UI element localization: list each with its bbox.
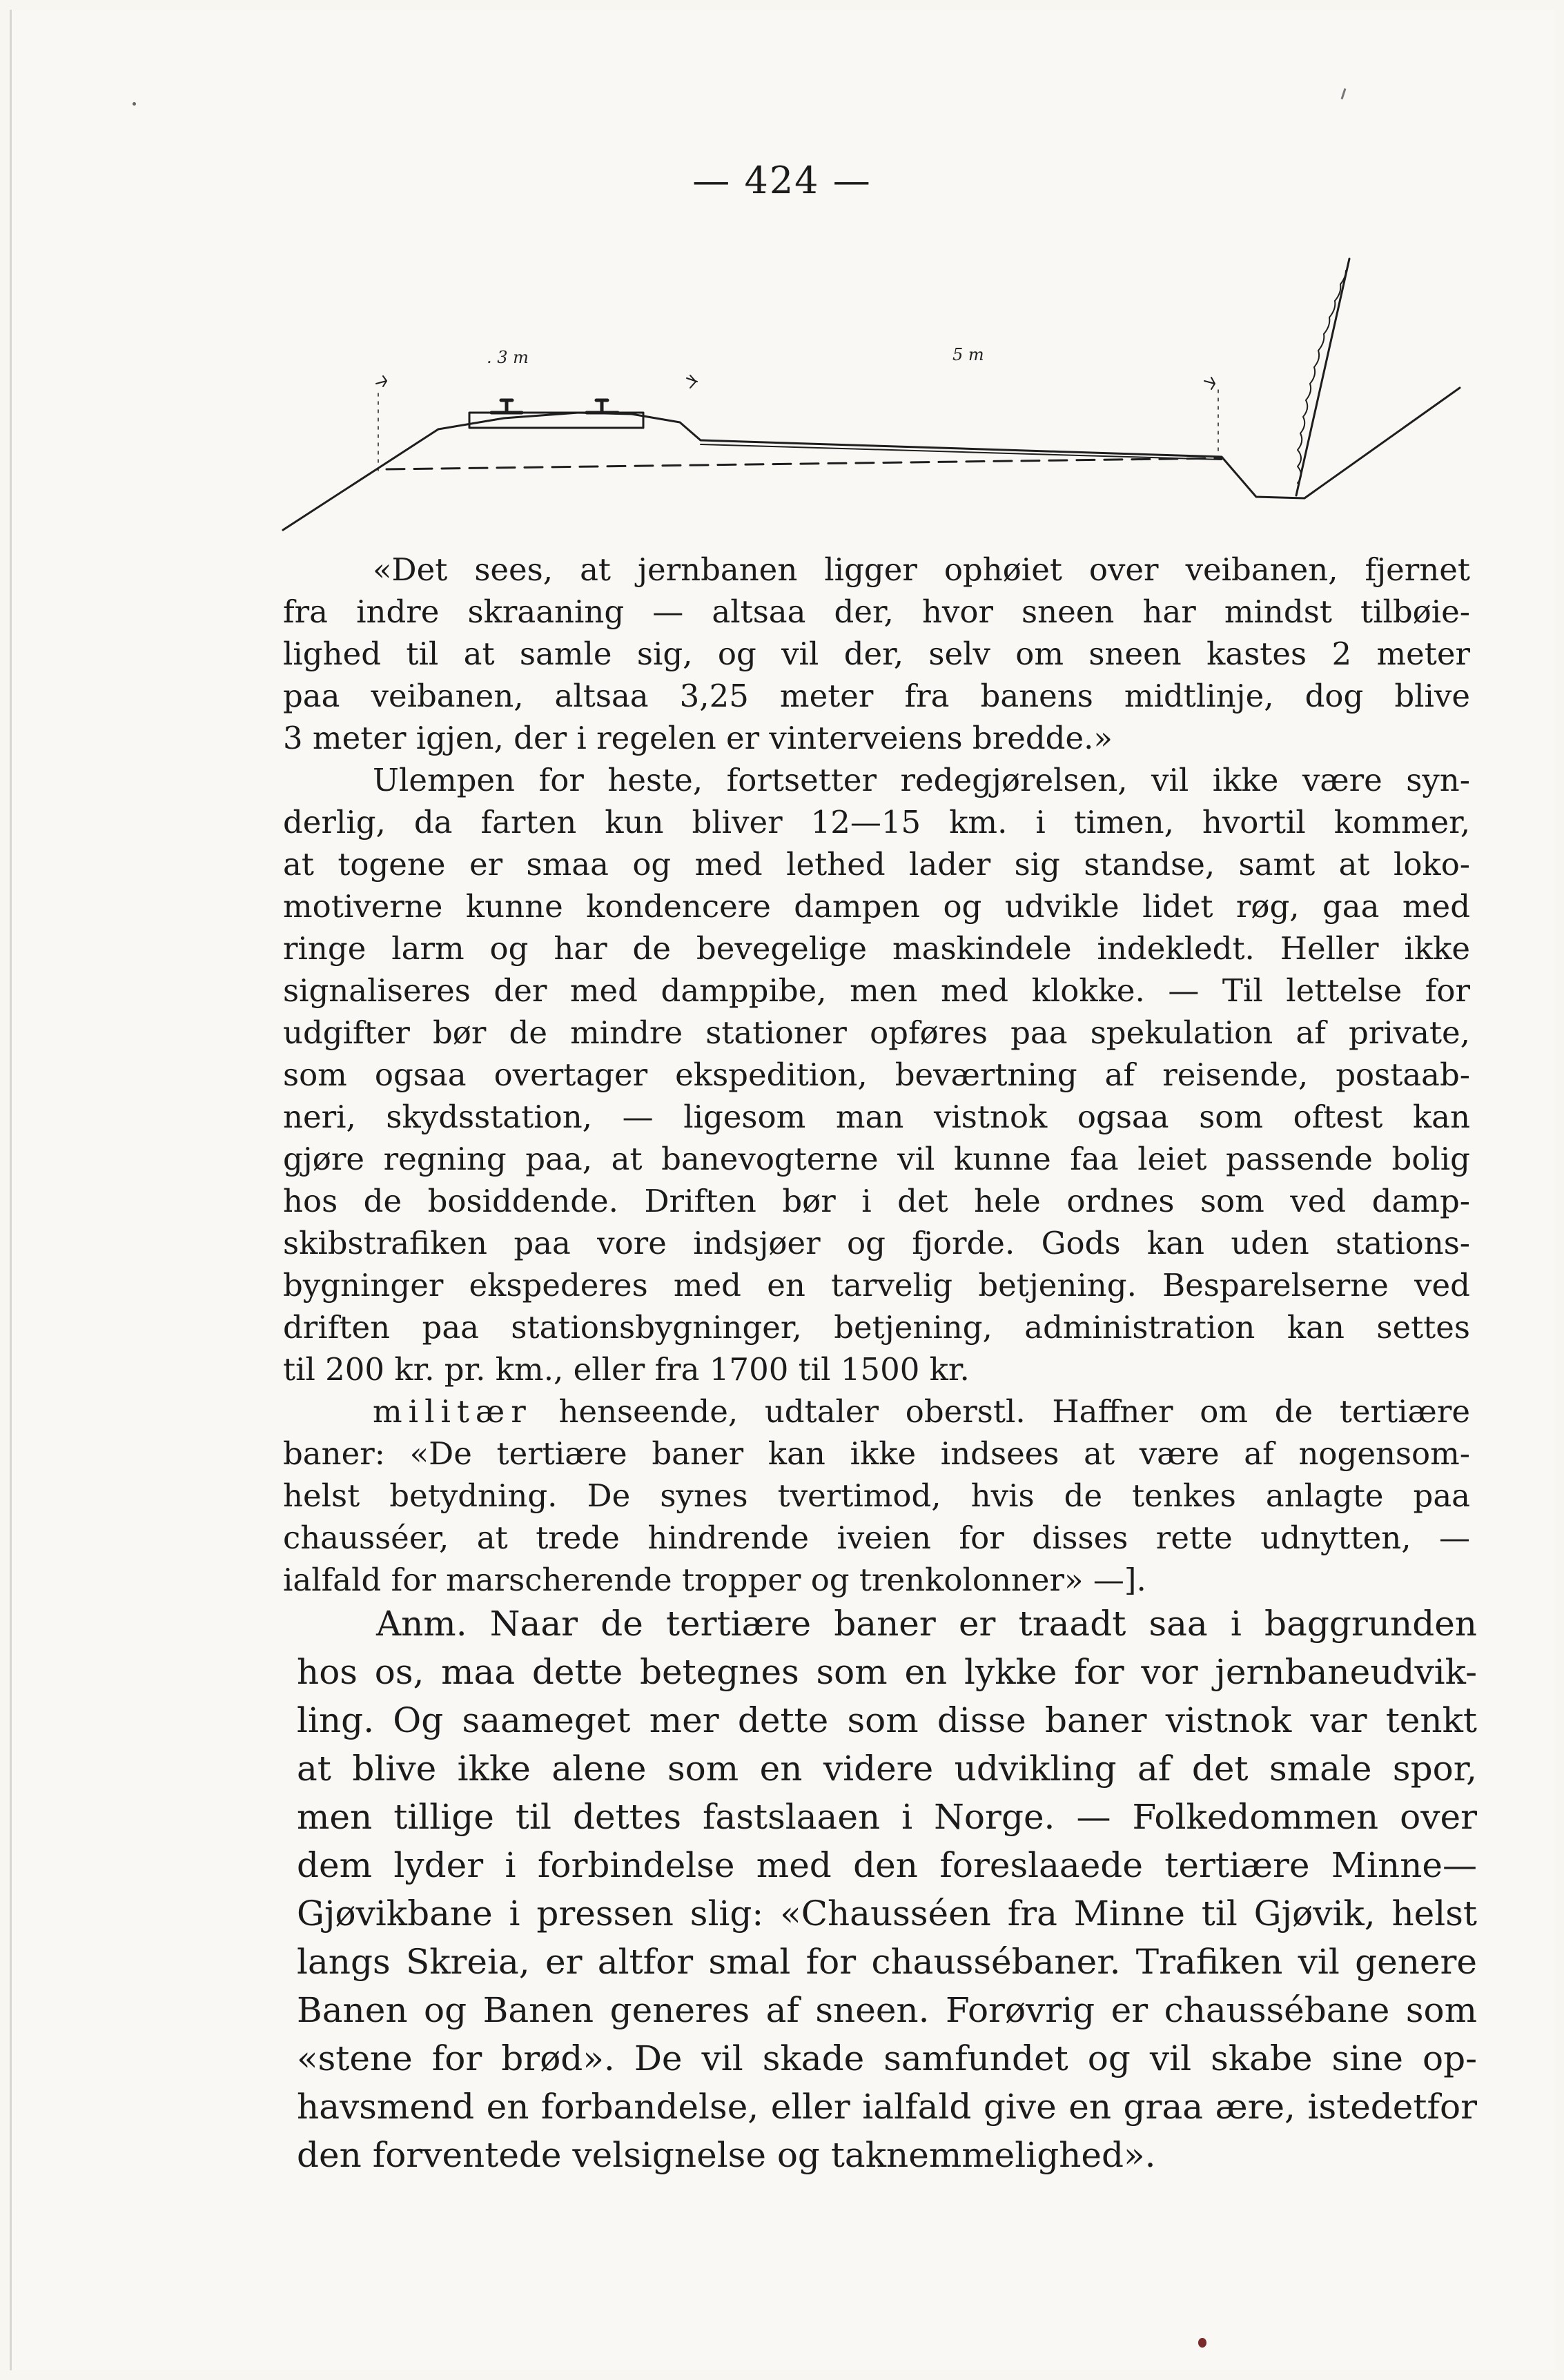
rail-left bbox=[491, 400, 522, 413]
main-text bbox=[283, 549, 1470, 1601]
ink-dot bbox=[1198, 2338, 1206, 2348]
text-line: udgifter bør de mindre stationer opføres paa spekulation af private, bbox=[283, 1014, 1470, 1051]
note-line: Anm. Naar de tertiære baner er traadt saa i baggrunden bbox=[376, 1604, 1477, 1644]
text-line: ialfald for marscherende tropper og trenkolonner» —]. bbox=[283, 1562, 1146, 1598]
rock-cut-wall bbox=[1296, 259, 1349, 495]
ground-reference-dashed-line bbox=[387, 458, 1222, 469]
rail-right bbox=[587, 400, 618, 413]
text-line: hos de bosiddende. Driften bør i det hele ordnes som ved damp- bbox=[283, 1183, 1470, 1219]
note-line: den forventede velsignelse og taknemmelighed». bbox=[297, 2135, 1156, 2175]
text-line: «Det sees, at jernbanen ligger ophøiet over veibanen, fjernet bbox=[373, 551, 1470, 588]
dimension-label-left: . 3 m bbox=[487, 348, 529, 367]
dimension-label-right: 5 m bbox=[952, 345, 984, 364]
text-line: som ogsaa overtager ekspedition, beværtning af reisende, postaab- bbox=[283, 1056, 1470, 1093]
text-line bbox=[283, 1390, 1470, 1433]
text-line: bygninger ekspederes med en tarvelig betjening. Besparelserne ved bbox=[283, 1267, 1470, 1304]
dimension-marker-right bbox=[1204, 377, 1215, 389]
text-line: fra indre skraaning — altsaa der, hvor sneen har mindst tilbøie- bbox=[283, 593, 1470, 630]
text-line: paa veibanen, altsaa 3,25 meter fra banens midtlinje, dog blive bbox=[283, 678, 1470, 714]
page-number: — 424 — bbox=[692, 159, 872, 202]
text-line: helst betydning. De synes tvertimod, hvis de tenkes anlagte paa bbox=[283, 1477, 1470, 1514]
note-line: men tillige til dettes fastslaaen i Norge. — Folkedommen over bbox=[297, 1797, 1477, 1837]
note-line: «stene for brød». De vil skade samfundet og vil skabe sine op- bbox=[297, 2038, 1477, 2078]
text-line: at togene er smaa og med lethed lader sig standse, samt at loko- bbox=[283, 846, 1470, 883]
note-line: langs Skreia, er altfor smal for chaussébaner. Trafiken vil genere bbox=[297, 1942, 1477, 1982]
spaced-word: militær bbox=[373, 1393, 532, 1430]
text-line: motiverne kunne kondencere dampen og udvikle lidet røg, gaa med bbox=[283, 888, 1470, 925]
text-line: ringe larm og har de bevegelige maskindele indekledt. Heller ikke bbox=[283, 930, 1470, 967]
note-line: Banen og Banen generes af sneen. Forøvrig er chaussébane som bbox=[297, 1990, 1477, 2030]
text-line: baner: «De tertiære baner kan ikke indsees at være af nogensom- bbox=[283, 1435, 1470, 1472]
text-line-rest: henseende, udtaler oberstl. Haffner om de tertiære bbox=[531, 1393, 1470, 1430]
text-line: 3 meter igjen, der i regelen er vinterveiens bredde.» bbox=[283, 720, 1113, 756]
text-line: chausséer, at trede hindrende iveien for disses rette udnytten, — bbox=[283, 1520, 1470, 1556]
text-line: gjøre regning paa, at banevogterne vil kunne faa leiet passende bolig bbox=[283, 1141, 1470, 1177]
left-embankment-slope bbox=[283, 429, 438, 530]
note-line: dem lyder i forbindelse med den foreslaaede tertiære Minne— bbox=[297, 1845, 1477, 1885]
note-line: ling. Og saameget mer dette som disse baner vistnok var tenkt bbox=[297, 1700, 1477, 1740]
dimension-marker-left bbox=[376, 376, 387, 386]
note-line: at blive ikke alene som en videre udvikling af det smale spor, bbox=[297, 1749, 1477, 1789]
text-line: Ulempen for heste, fortsetter redegjørelsen, vil ikke være syn- bbox=[373, 762, 1470, 798]
note-line: Gjøvikbane i pressen slig: «Chausséen fra Minne til Gjøvik, helst bbox=[297, 1894, 1477, 1934]
text-line: lighed til at samle sig, og vil der, selv om sneen kastes 2 meter bbox=[283, 636, 1470, 672]
roadway-line bbox=[701, 444, 1222, 460]
note-line: hos os, maa dette betegnes som en lykke for vor jernbaneudvik- bbox=[297, 1652, 1477, 1692]
railway-cross-section-diagram bbox=[0, 0, 1564, 552]
text-line: til 200 kr. pr. km., eller fra 1700 til 1500 kr. bbox=[283, 1351, 970, 1388]
dimension-marker-middle bbox=[687, 375, 697, 388]
text-line: neri, skydsstation, — ligesom man vistnok ogsaa som oftest kan bbox=[283, 1099, 1470, 1135]
annotation-note bbox=[297, 1600, 1477, 2179]
text-line: signaliseres der med damppibe, men med klokke. — Til lettelse for bbox=[283, 972, 1470, 1009]
text-line: skibstrafiken paa vore indsjøer og fjorde. Gods kan uden stations- bbox=[283, 1225, 1470, 1261]
text-line: driften paa stationsbygninger, betjening, administration kan settes bbox=[283, 1309, 1470, 1346]
note-line: havsmend en forbandelse, eller ialfald give en graa ære, istedetfor bbox=[297, 2087, 1477, 2127]
text-line: derlig, da farten kun bliver 12—15 km. i timen, hvortil kommer, bbox=[283, 804, 1470, 840]
